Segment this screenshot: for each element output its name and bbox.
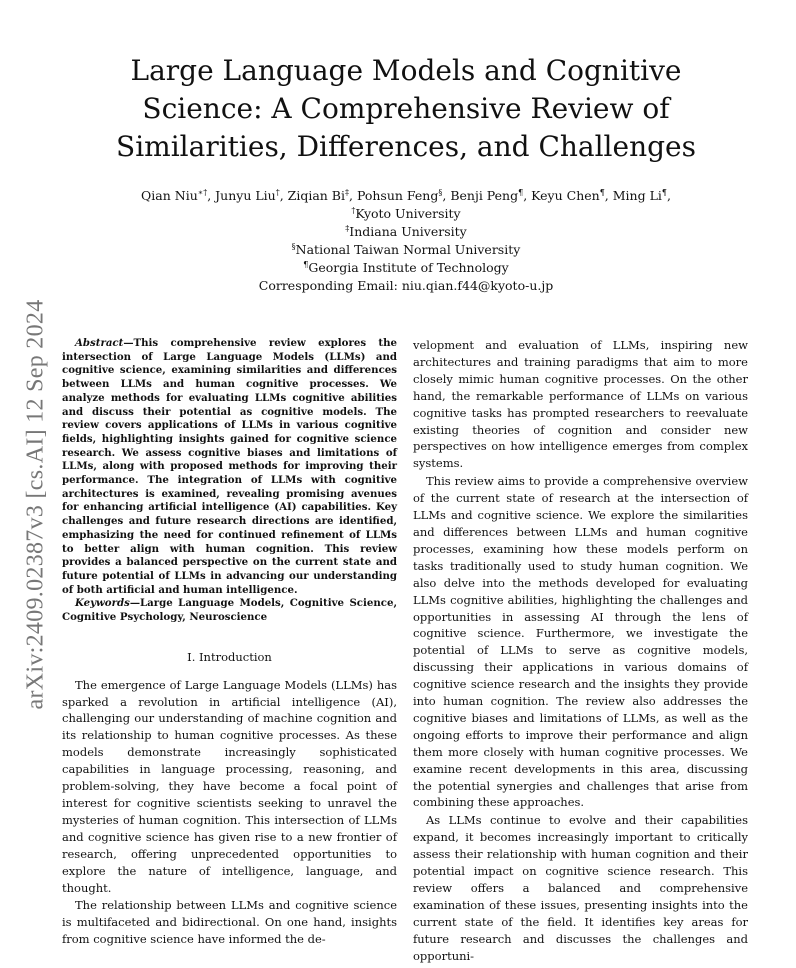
author-mark: ¶: [661, 187, 667, 197]
author: [215, 188, 280, 203]
author-name: Junyu Liu: [215, 188, 276, 203]
affiliation-name: Kyoto University: [355, 206, 461, 221]
intro-paragraph-4: As LLMs continue to evolve and their capabilities expand, it becomes increasingly important to critically assess their relationship with human cognition and their potential impact on cognitive science research. This review offers a balanced and comprehensive examination of these issues, presenting insights into the current state of the field. It identifies key areas for future research and discusses the challenges and opportuni-: [413, 813, 748, 963]
author-name: Benji Peng: [450, 188, 519, 203]
author: [613, 188, 667, 203]
section-heading-introduction: I. Introduction: [187, 649, 272, 664]
author-name: Qian Niu: [141, 188, 198, 203]
author-name: Ziqian Bi: [287, 188, 345, 203]
affiliation-mark: §: [291, 241, 296, 251]
intro-paragraph-3: This review aims to provide a comprehensive overview of the current state of research at the intersection of LLMs and cognitive science. We explore the similarities and differences between LLMs and human cognitive processes, examining how these models perform on tasks traditionally used to study human cognition. We also delve into the methods developed for evaluating LLMs cognitive abilities, highlighting the challenges and opportunities in assessing AI through the lens of cognitive science. Furthermore, we investigate the potential of LLMs to serve as cognitive models, discussing their applications in various domains of cognitive science research and the insights they provide into human cognition. The review also addresses the cognitive biases and limitations of LLMs, as well as the ongoing efforts to improve their performance and align them more closely with human cognitive processes. We examine recent developments in this area, discussing the potential synergies and challenges that arise from combining these approaches.: [413, 474, 748, 810]
abstract-text: This comprehensive review explores the intersection of Large Language Models (LLMs) and cognitive science, examining similarities and differences between LLMs and human cognitive processes. We analyze methods for evaluating LLMs cognitive abilities and discuss their potential as cognitive models. The review covers applications of LLMs in various cognitive fields, highlighting insights gained for cognitive science research. We assess cognitive biases and limitations of LLMs, along with proposed methods for improving their performance. The integration of LLMs with cognitive architectures is examined, revealing promising avenues for enhancing artificial intelligence (AI) capabilities. Key challenges and future research directions are identified, emphasizing the need for continued refinement of LLMs to better align with human cognition. This review provides a balanced perspective on the current state and future potential of LLMs in advancing our understanding of both artificial and human intelligence.: [62, 337, 397, 596]
affiliation: [96, 205, 716, 223]
author-mark: †: [275, 187, 280, 197]
left-column: [62, 337, 397, 949]
author-mark: §: [438, 187, 443, 197]
affiliation: [96, 223, 716, 241]
author-name: Keyu Chen: [531, 188, 600, 203]
abstract: Abstract—This comprehensive review explores the intersection of Large Language Models (LLMs) and cognitive science, examining similarities and differences between LLMs and human cognitive processes. We analyze methods for evaluating LLMs cognitive abilities and discuss their potential as cognitive models. The review covers applications of LLMs in various cognitive fields, highlighting insights gained for cognitive science research. We assess cognitive biases and limitations of LLMs, along with proposed methods for improving their performance. The integration of LLMs with cognitive architectures is examined, revealing promising avenues for enhancing artificial intelligence (AI) capabilities. Key challenges and future research directions are identified, emphasizing the need for continued refinement of LLMs to better align with human cognition. This review provides a balanced perspective on the current state and future potential of LLMs in advancing our understanding of both artificial and human intelligence.: [62, 337, 397, 596]
author: [531, 188, 605, 203]
author-mark: ¶: [599, 187, 605, 197]
paper-title: Large Language Models and Cognitive Science: A Comprehensive Review of Similarities, Differences, and Challenges: [116, 54, 696, 163]
affiliation: [96, 241, 716, 259]
affiliation-name: National Taiwan Normal University: [295, 242, 521, 257]
keywords: Keywords—Large Language Models, Cognitive Science, Cognitive Psychology, Neuroscience: [62, 597, 397, 624]
author: [450, 188, 523, 203]
affiliation-mark: ¶: [303, 259, 309, 269]
corresponding-email: Corresponding Email: niu.qian.f44@kyoto-u.jp: [258, 278, 554, 293]
author-name: Pohsun Feng: [356, 188, 439, 203]
intro-paragraph-2-continuation: velopment and evaluation of LLMs, inspiring new architectures and training paradigms that aim to more closely mimic human cognitive processes. On the other hand, the remarkable performance of LLMs on various cognitive tasks has prompted researchers to reevaluate existing theories of cognition and consider new perspectives on how intelligence emerges from complex systems.: [413, 338, 748, 471]
intro-paragraph-2: The relationship between LLMs and cognitive science is multifaceted and bidirectional. On one hand, insights from cognitive science have informed the de-: [62, 898, 397, 947]
affiliation-name: Indiana University: [349, 224, 467, 239]
author: [141, 188, 207, 203]
author-list: Qian Niu∗†, Junyu Liu†, Ziqian Bi‡, Pohsun Feng§, Benji Peng¶, Keyu Chen¶, Ming Li¶,: [141, 187, 671, 203]
author-mark: ¶: [518, 187, 524, 197]
author-mark: ‡: [344, 187, 349, 197]
right-column: [413, 337, 748, 966]
author: [357, 188, 442, 203]
author-name: Ming Li: [612, 188, 662, 203]
keywords-text: Large Language Models, Cognitive Science, Cognitive Psychology, Neuroscience: [62, 597, 397, 624]
arxiv-sidebar-stamp: [22, 274, 50, 734]
author: [288, 188, 349, 203]
author-block: [96, 187, 716, 295]
author-mark: ∗†: [197, 187, 208, 197]
affiliation-mark: ‡: [345, 223, 350, 233]
intro-paragraph-1: The emergence of Large Language Models (LLMs) has sparked a revolution in artificial intelligence (AI), challenging our understanding of machine cognition and its relationship to human cognitive processes. As these models demonstrate increasingly sophisticated capabilities in language processing, reasoning, and problem-solving, they have become a focal point of interest for cognitive scientists seeking to unravel the mysteries of human cognition. This intersection of LLMs and cognitive science has given rise to a new frontier of research, offering unprecedented opportunities to explore the nature of intelligence, language, and thought.: [62, 677, 397, 895]
keywords-label: Keywords: [75, 597, 130, 610]
affiliation-name: Georgia Institute of Technology: [308, 260, 509, 275]
abstract-label: Abstract: [75, 337, 124, 349]
affiliation: [96, 259, 716, 277]
affiliation-list: [96, 205, 716, 277]
arxiv-identifier: arXiv:2409.02387v3 [cs.AI] 12 Sep 2024: [22, 298, 49, 710]
affiliation-mark: †: [351, 205, 356, 215]
